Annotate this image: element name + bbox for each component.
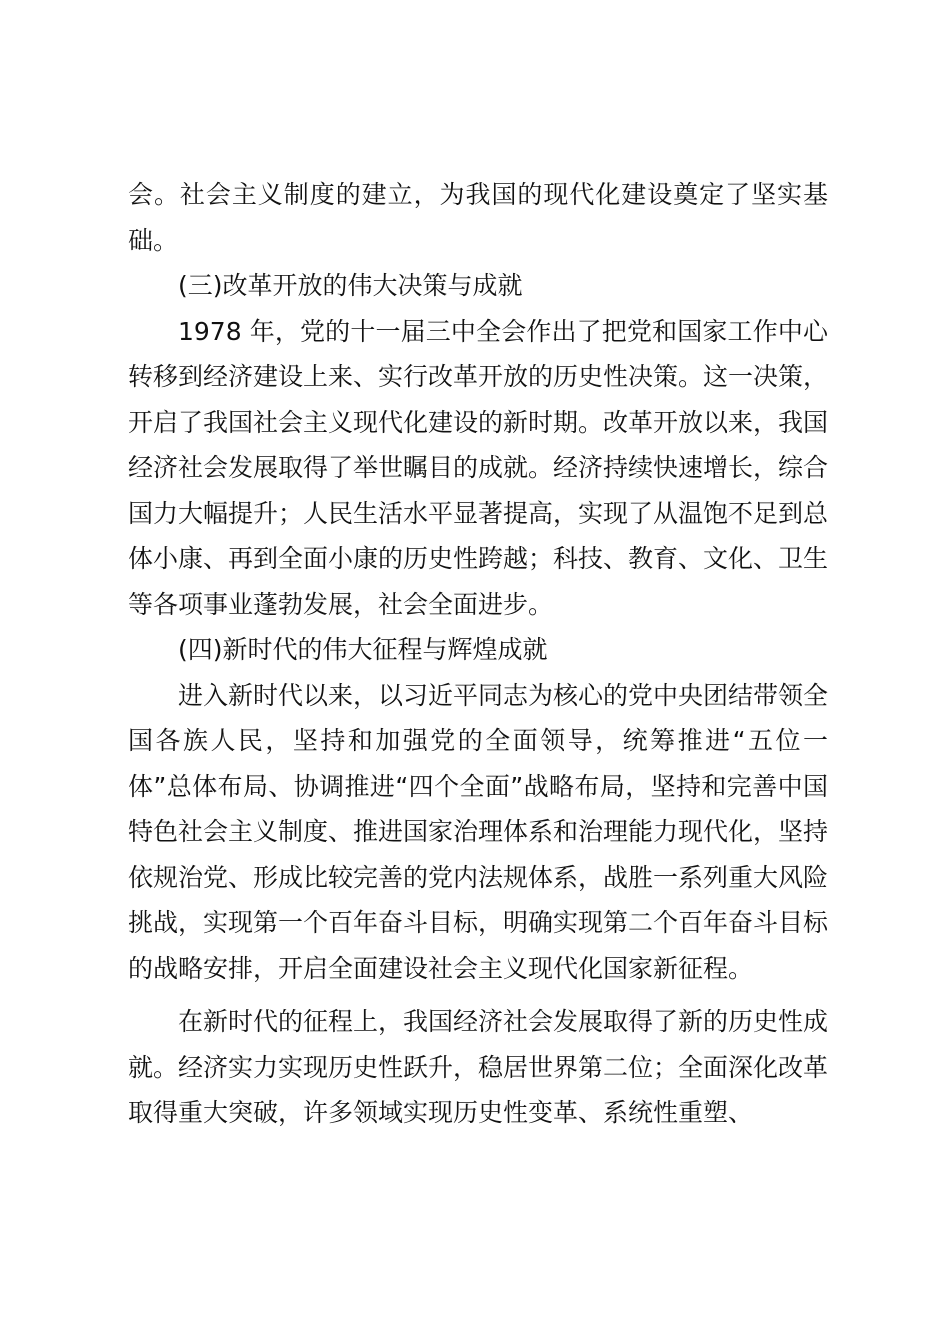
section-heading-reform-opening: (三)改革开放的伟大决策与成就 [178, 271, 523, 300]
section-heading-new-era: (四)新时代的伟大征程与辉煌成就 [178, 635, 548, 664]
paragraph-reform-opening: 1978 年，党的十一届三中全会作出了把党和国家工作中心转移到经济建设上来、实行改革开放的历史性决策。这一决策，开启了我国社会主义现代化建设的新时期。改革开放以来，我国经济社会发展取得了举世瞩目的成就。经济持续快速增长，综合国力大幅提升；人民生活水平显著提高，实现了从温饱不足到总体小康、再到全面小康的历史性跨越；科技、教育、文化、卫生等各项事业蓬勃发展，社会全面进步。 [128, 316, 829, 619]
document-page [128, 172, 828, 1136]
paragraph-continuation: 会。社会主义制度的建立，为我国的现代化建设奠定了坚实基础。 [128, 180, 828, 255]
paragraph-new-era-achievements: 在新时代的征程上，我国经济社会发展取得了新的历史性成就。经济实力实现历史性跃升，稳居世界第二位；全面深化改革取得重大突破，许多领域实现历史性变革、系统性重塑、 [128, 1007, 829, 1127]
paragraph-new-era: 进入新时代以来，以习近平同志为核心的党中央团结带领全国各族人民，坚持和加强党的全面领导，统筹推进“五位一体”总体布局、协调推进“四个全面”战略布局，坚持和完善中国特色社会主义制度、推进国家治理体系和治理能力现代化，坚持依规治党、形成比较完善的党内法规体系，战胜一系列重大风险挑战，实现第一个百年奋斗目标，明确实现第二个百年奋斗目标的战略安排，开启全面建设社会主义现代化国家新征程。 [128, 680, 829, 983]
